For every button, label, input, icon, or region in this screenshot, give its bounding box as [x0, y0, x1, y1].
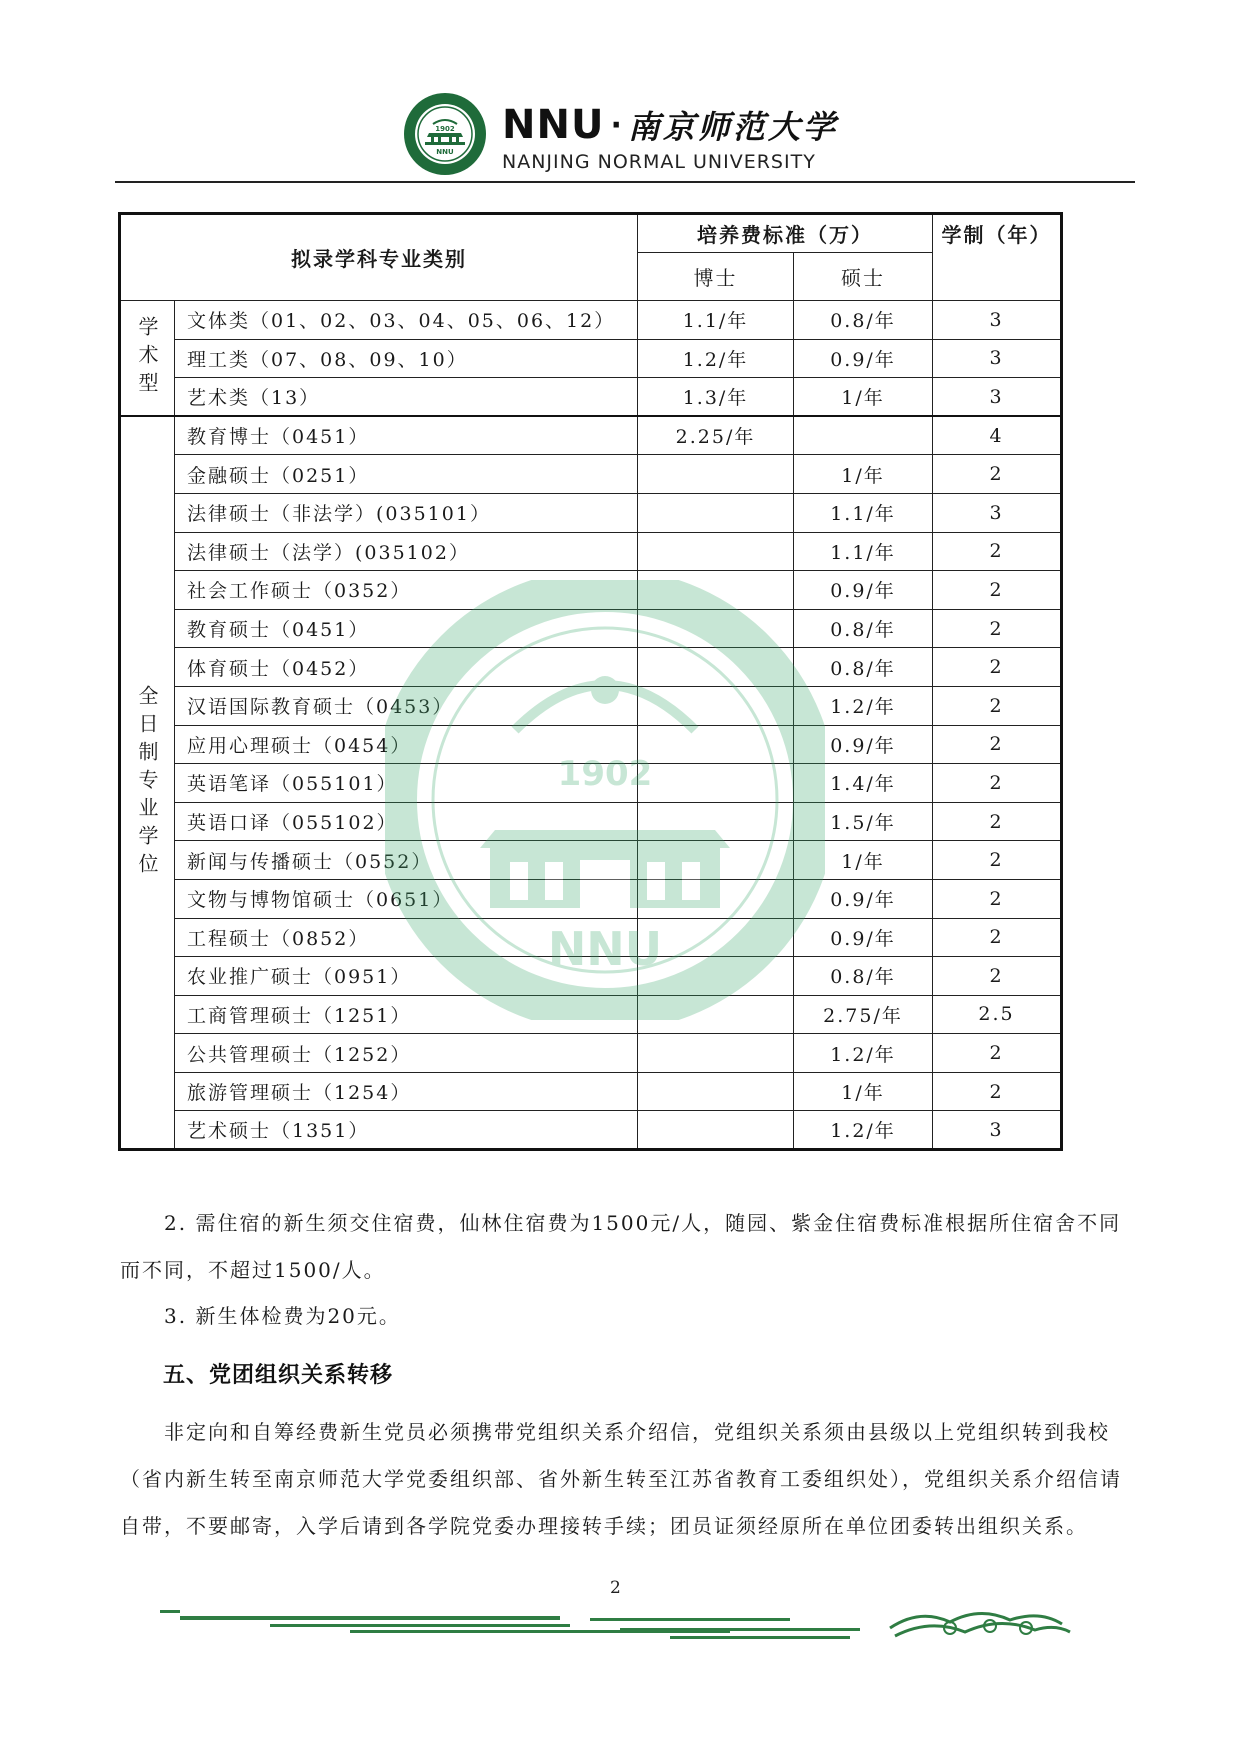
master-fee: 0.9/年: [794, 918, 933, 957]
table-row: [120, 1111, 1062, 1150]
footer-decoration-icon: [150, 1598, 1080, 1656]
program-name: 英语口译（055102）: [175, 802, 638, 841]
program-years: 2: [933, 841, 1062, 880]
svg-text:NNU: NNU: [547, 922, 663, 976]
brand-chinese-name: 南京师范大学: [627, 108, 838, 146]
program-years: 3: [933, 493, 1062, 532]
table-row: [120, 416, 1062, 455]
phd-fee: [638, 879, 794, 918]
program-name: 英语笔译（055101）: [175, 764, 638, 803]
master-fee: 1.2/年: [794, 1111, 933, 1150]
program-name: 旅游管理硕士（1254）: [175, 1072, 638, 1111]
program-years: 3: [933, 301, 1062, 340]
phd-fee: [638, 609, 794, 648]
header-master: 硕士: [794, 253, 933, 301]
page-number: 2: [610, 1578, 621, 1598]
master-fee: 0.9/年: [794, 571, 933, 610]
program-years: 2: [933, 764, 1062, 803]
phd-fee: [638, 1034, 794, 1073]
brand-separator: ·: [610, 107, 622, 143]
master-fee: 0.8/年: [794, 609, 933, 648]
table-row: [120, 1072, 1062, 1111]
table-row: [120, 1034, 1062, 1073]
program-name: 艺术类（13）: [175, 378, 638, 417]
brand-english-name: NANJING NORMAL UNIVERSITY: [502, 151, 816, 173]
program-name: 工程硕士（0852）: [175, 918, 638, 957]
program-years: 2: [933, 879, 1062, 918]
phd-fee: 2.25/年: [638, 416, 794, 455]
master-fee: [794, 416, 933, 455]
master-fee: 0.9/年: [794, 339, 933, 378]
master-fee: 0.9/年: [794, 879, 933, 918]
master-fee: 1.4/年: [794, 764, 933, 803]
table-row: [120, 686, 1062, 725]
group-academic-label: 学术型: [120, 301, 175, 417]
phd-fee: 1.3/年: [638, 378, 794, 417]
program-years: 2: [933, 532, 1062, 571]
master-fee: 1.5/年: [794, 802, 933, 841]
table-row: [120, 995, 1062, 1034]
header-fee-standard: 培养费标准（万）: [638, 214, 933, 253]
svg-text:1902: 1902: [557, 754, 653, 794]
phd-fee: [638, 571, 794, 610]
phd-fee: [638, 648, 794, 687]
program-years: 3: [933, 378, 1062, 417]
program-name: 文物与博物馆硕士（0651）: [175, 879, 638, 918]
table-row: [120, 493, 1062, 532]
phd-fee: [638, 532, 794, 571]
phd-fee: [638, 764, 794, 803]
program-years: 3: [933, 1111, 1062, 1150]
header-category: 拟录学科专业类别: [120, 214, 638, 301]
phd-fee: [638, 841, 794, 880]
header-divider: [115, 181, 1135, 183]
phd-fee: [638, 686, 794, 725]
phd-fee: [638, 1072, 794, 1111]
table-row: [120, 764, 1062, 803]
phd-fee: [638, 455, 794, 494]
master-fee: 0.8/年: [794, 301, 933, 340]
table-row: [120, 571, 1062, 610]
table-row: [120, 918, 1062, 957]
header-years: 学制（年）: [933, 214, 1062, 301]
master-fee: 2.75/年: [794, 995, 933, 1034]
master-fee: 1.1/年: [794, 493, 933, 532]
table-row: [120, 879, 1062, 918]
table-row: [120, 609, 1062, 648]
section-title: 五、党团组织关系转移: [163, 1363, 394, 1388]
master-fee: 1/年: [794, 1072, 933, 1111]
program-years: 2: [933, 609, 1062, 648]
program-name: 体育硕士（0452）: [175, 648, 638, 687]
program-name: 应用心理硕士（0454）: [175, 725, 638, 764]
program-name: 金融硕士（0251）: [175, 455, 638, 494]
section-body: 非定向和自筹经费新生党员必须携带党组织关系介绍信，党组织关系须由县级以上党组织转到我校（省内新生转至南京师范大学党委组织部、省外新生转至江苏省教育工委组织处），党组织关系介绍信请自带，不要邮寄，入学后请到各学院党委办理接转手续；团员证须经原所在单位团委转出组织关系。: [120, 1420, 1122, 1538]
table-row: [120, 339, 1062, 378]
note-accommodation: 2. 需住宿的新生须交住宿费，仙林住宿费为1500元/人，随园、紫金住宿费标准根据所住宿舍不同而不同，不超过1500/人。: [120, 1211, 1122, 1282]
table-row: [120, 532, 1062, 571]
program-name: 教育博士（0451）: [175, 416, 638, 455]
program-name: 法律硕士（非法学）(035101）: [175, 493, 638, 532]
table-row: [120, 301, 1062, 340]
master-fee: 0.8/年: [794, 648, 933, 687]
master-fee: 1.1/年: [794, 532, 933, 571]
table-row: [120, 455, 1062, 494]
program-name: 汉语国际教育硕士（0453）: [175, 686, 638, 725]
brand-abbreviation: NNU: [502, 102, 605, 148]
program-years: 2: [933, 648, 1062, 687]
master-fee: 0.9/年: [794, 725, 933, 764]
program-years: 2: [933, 725, 1062, 764]
phd-fee: 1.1/年: [638, 301, 794, 340]
phd-fee: [638, 995, 794, 1034]
master-fee: 1/年: [794, 378, 933, 417]
table-row: [120, 648, 1062, 687]
phd-fee: [638, 725, 794, 764]
program-name: 理工类（07、08、09、10）: [175, 339, 638, 378]
master-fee: 1.2/年: [794, 1034, 933, 1073]
table-row: [120, 802, 1062, 841]
program-years: 2: [933, 686, 1062, 725]
table-row: [120, 725, 1062, 764]
university-emblem-icon: [403, 92, 487, 176]
phd-fee: [638, 493, 794, 532]
program-name: 教育硕士（0451）: [175, 609, 638, 648]
note-medical-exam: 3. 新生体检费为20元。: [164, 1304, 401, 1328]
program-name: 艺术硕士（1351）: [175, 1111, 638, 1150]
master-fee: 1.2/年: [794, 686, 933, 725]
program-name: 社会工作硕士（0352）: [175, 571, 638, 610]
program-name: 法律硕士（法学）(035102）: [175, 532, 638, 571]
program-name: 新闻与传播硕士（0552）: [175, 841, 638, 880]
program-years: 2: [933, 455, 1062, 494]
program-name: 文体类（01、02、03、04、05、06、12）: [175, 301, 638, 340]
phd-fee: [638, 918, 794, 957]
program-years: 4: [933, 416, 1062, 455]
program-years: 2: [933, 1072, 1062, 1111]
program-years: 2: [933, 802, 1062, 841]
program-name: 工商管理硕士（1251）: [175, 995, 638, 1034]
program-years: 2.5: [933, 995, 1062, 1034]
table-row: [120, 841, 1062, 880]
program-years: 2: [933, 1034, 1062, 1073]
table-row: [120, 378, 1062, 417]
program-years: 2: [933, 957, 1062, 996]
program-years: 3: [933, 339, 1062, 378]
header-phd: 博士: [638, 253, 794, 301]
phd-fee: 1.2/年: [638, 339, 794, 378]
group-professional-label: 全日制专业学位: [120, 416, 175, 1149]
page-header: [0, 0, 1241, 186]
program-years: 2: [933, 571, 1062, 610]
university-brand: [502, 103, 838, 173]
master-fee: 0.8/年: [794, 957, 933, 996]
phd-fee: [638, 802, 794, 841]
program-name: 农业推广硕士（0951）: [175, 957, 638, 996]
svg-text:1902: 1902: [435, 125, 455, 133]
program-name: 公共管理硕士（1252）: [175, 1034, 638, 1073]
program-years: 2: [933, 918, 1062, 957]
svg-text:NNU: NNU: [436, 148, 454, 156]
master-fee: 1/年: [794, 841, 933, 880]
table-row: [120, 957, 1062, 996]
phd-fee: [638, 1111, 794, 1150]
fee-standard-table: [118, 212, 1063, 1151]
phd-fee: [638, 957, 794, 996]
master-fee: 1/年: [794, 455, 933, 494]
